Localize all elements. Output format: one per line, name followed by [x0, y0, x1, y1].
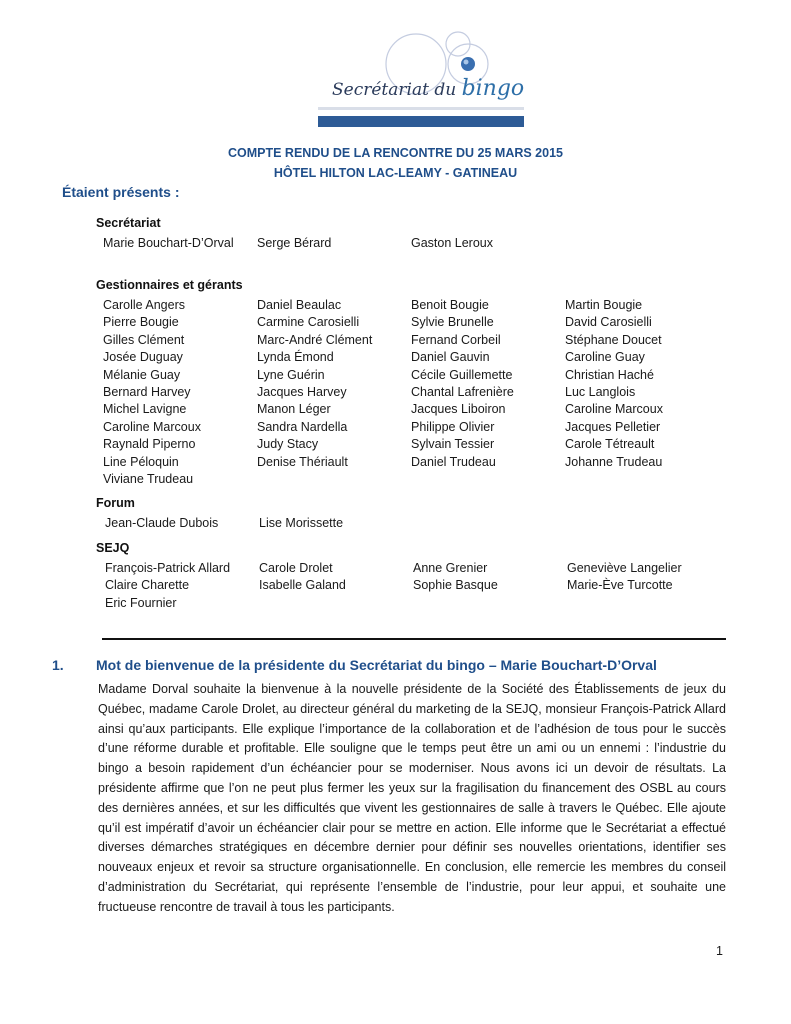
attendee-name: Viviane Trudeau — [103, 472, 194, 486]
attendee-name: Caroline Marcoux — [103, 419, 201, 434]
attendee-name: Stéphane Doucet — [565, 332, 662, 347]
attendee-name: Philippe Olivier — [411, 419, 495, 434]
attendee-name: Carolle Angers — [103, 298, 185, 312]
attendee-name: Cécile Guillemette — [411, 367, 513, 382]
logo — [318, 30, 524, 128]
attendance-group-heading: Secrétariat — [96, 216, 161, 230]
attendee-name: Carole Drolet — [259, 561, 333, 575]
attendee-name: Daniel Trudeau — [411, 454, 496, 469]
attendee-name: Benoit Bougie — [411, 298, 489, 312]
attendee-name: Line Péloquin — [103, 454, 179, 469]
attendee-name: David Carosielli — [565, 315, 652, 330]
logo-bar — [318, 116, 524, 127]
attendee-name: Eric Fournier — [105, 595, 177, 610]
attendee-name: Jean-Claude Dubois — [105, 516, 219, 530]
logo-text: Secrétariat du bingo — [332, 76, 525, 101]
attendee-name: Caroline Guay — [565, 350, 645, 365]
attendee-name: Lynda Émond — [257, 350, 334, 365]
attendee-name: Claire Charette — [105, 578, 190, 593]
attendee-name: Anne Grenier — [413, 561, 488, 575]
attendee-name: Daniel Beaulac — [257, 298, 342, 312]
attendee-name: Gaston Leroux — [411, 236, 493, 250]
attendee-name: Judy Stacy — [257, 437, 319, 452]
attendee-name: Sandra Nardella — [257, 419, 348, 434]
attendee-name: Gilles Clément — [103, 332, 185, 347]
section-body: Madame Dorval souhaite la bienvenue à la nouvelle présidente de la Société des Établissements de jeux du Québec, madame Carole Drolet, au directeur général du marketing de la SEJQ, monsieur François-Patrick Allard ainsi qu’aux participants. Elle explique l’importance de la collaboration et de l’adhésion de tous pour le succès d’une réforme durable et profitable. Elle souligne que le temps peut être un ami ou un ennemi : l’industrie du bingo a besoin rapidement d’un échéancier pour se moderniser. Nous avons ici un devoir de résultats. La présidente affirme que l’on ne peut plus fermer les yeux sur la fragilisation du financement des OSBL au cours des dernières années, et sur les difficultés que vivent les gestionnaires de salle à travers le Québec. Elle ajoute qu’il est impératif d’avoir un échéancier clair pour se mettre en action. Elle informe que le Secrétariat a effectué diverses démarches stratégiques en décembre dernier pour définir ses nouvelles orientations, identifier ses nouveaux enjeux et revoir sa structure organisationnelle. En conclusion, elle remercie les membres du conseil d’administration du Secrétariat, qui représente l’ensemble de l’industrie, pour leur appui, et souhaite une fructueuse rencontre de travail à tous les participants. — [98, 682, 726, 914]
attendee-name: Sylvain Tessier — [411, 437, 495, 452]
attendee-name: François-Patrick Allard — [105, 561, 231, 575]
attendee-name: Mélanie Guay — [103, 367, 181, 382]
attendee-name: Carole Tétreault — [565, 437, 655, 452]
attendee-name: Sylvie Brunelle — [411, 315, 494, 330]
attendance-group-heading: SEJQ — [96, 541, 130, 555]
attendee-name: Lise Morissette — [259, 516, 344, 530]
attendance-heading: Étaient présents : — [62, 184, 180, 200]
attendee-name: Geneviève Langelier — [567, 561, 682, 575]
attendee-name: Daniel Gauvin — [411, 350, 490, 365]
attendee-name: Manon Léger — [257, 402, 331, 417]
attendee-name: Michel Lavigne — [103, 402, 187, 417]
attendee-name: Denise Thériault — [257, 454, 348, 469]
attendance-group-heading: Forum — [96, 496, 135, 510]
attendee-name: Carmine Carosielli — [257, 315, 360, 330]
section-number: 1. — [52, 657, 64, 673]
horizontal-rule — [102, 638, 726, 640]
attendee-name: Marc-André Clément — [257, 332, 373, 347]
document-title: COMPTE RENDU DE LA RENCONTRE DU 25 MARS 2015 — [227, 146, 563, 160]
attendee-name: Marie Bouchart-D’Orval — [103, 236, 234, 250]
attendee-name: Isabelle Galand — [259, 578, 346, 593]
attendee-name: Raynald Piperno — [103, 437, 196, 452]
document-subtitle: HÔTEL HILTON LAC-LEAMY - GATINEAU — [273, 166, 518, 180]
attendee-name: Johanne Trudeau — [565, 454, 663, 469]
attendee-name: Sophie Basque — [413, 578, 498, 593]
attendee-name: Christian Haché — [565, 367, 654, 382]
attendee-name: Caroline Marcoux — [565, 402, 663, 417]
page-number: 1 — [716, 944, 723, 958]
attendee-name: Marie-Ève Turcotte — [567, 578, 673, 593]
attendee-name: Jacques Pelletier — [565, 419, 661, 434]
attendee-name: Josée Duguay — [103, 350, 183, 365]
attendee-name: Luc Langlois — [565, 385, 636, 399]
attendee-name: Pierre Bougie — [103, 315, 179, 330]
logo-divider — [318, 107, 524, 110]
attendee-name: Bernard Harvey — [103, 385, 191, 399]
attendee-name: Martin Bougie — [565, 298, 643, 312]
attendance-group-heading: Gestionnaires et gérants — [96, 278, 243, 292]
attendee-name: Fernand Corbeil — [411, 332, 501, 347]
attendee-name: Jacques Liboiron — [411, 402, 506, 417]
attendee-name: Chantal Lafrenière — [411, 385, 514, 399]
attendee-name: Serge Bérard — [257, 236, 332, 250]
attendee-name: Jacques Harvey — [257, 385, 347, 399]
attendee-name: Lyne Guérin — [257, 367, 325, 382]
section-title: Mot de bienvenue de la présidente du Secrétariat du bingo – Marie Bouchart-D’Orval — [96, 657, 657, 673]
